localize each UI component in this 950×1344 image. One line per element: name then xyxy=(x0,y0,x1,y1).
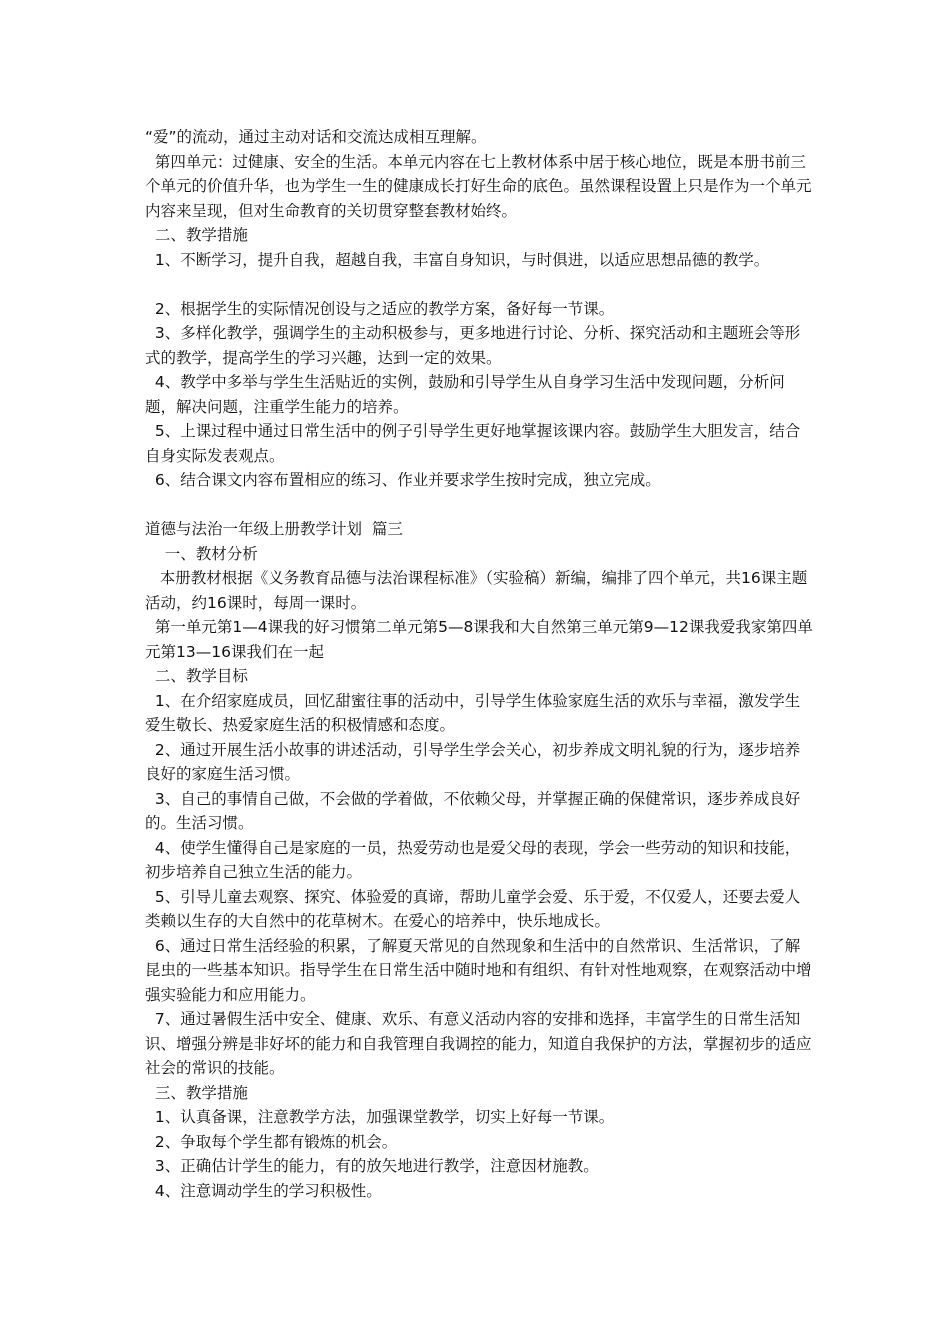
paragraph: 4、使学生懂得自己是家庭的一员，热爱劳动也是爱父母的表现，学会一些劳动的知识和技能，初步培养自己独立生活的能力。 xyxy=(145,838,801,881)
paragraph: 3、自己的事情自己做，不会做的学着做，不依赖父母，并掌握正确的保健常识，逐步养成良好的。生活习惯。 xyxy=(145,789,801,832)
paragraph: 第一单元第1—4课我的好习惯第二单元第5—8课我和大自然第三单元第9—12课我爱我家第四单元第13—16课我们在一起 xyxy=(145,618,813,661)
paragraph: 道德与法治一年级上册教学计划 篇三 xyxy=(145,520,403,538)
paragraph: 本册教材根据《义务教育品德与法治课程标准》（实验稿）新编，编排了四个单元，共16课主题活动，约16课时，每周一课时。 xyxy=(145,569,808,612)
paragraph: “爱”的流动，通过主动对话和交流达成相互理解。 xyxy=(145,128,487,146)
paragraph: 1、在介绍家庭成员，回忆甜蜜往事的活动中，引导学生体验家庭生活的欢乐与幸福，激发学生爱生敬长、热爱家庭生活的积极情感和态度。 xyxy=(145,691,801,734)
document-body xyxy=(145,125,815,1203)
paragraph: 二、教学措施 xyxy=(145,226,248,244)
paragraph: 2、争取每个学生都有锻炼的机会。 xyxy=(145,1132,398,1151)
paragraph: 6、结合课文内容布置相应的练习、作业并要求学生按时完成，独立完成。 xyxy=(145,471,661,489)
paragraph: 2、根据学生的实际情况创设与之适应的教学方案，备好每一节课。 xyxy=(145,299,615,318)
paragraph: 5、上课过程中通过日常生活中的例子引导学生更好地掌握该课内容。鼓励学生大胆发言，结合自身实际发表观点。 xyxy=(145,422,801,465)
paragraph: 3、多样化教学，强调学生的主动积极参与，更多地进行讨论、分析、探究活动和主题班会等形式的教学，提高学生的学习兴趣，达到一定的效果。 xyxy=(145,324,801,367)
blank-line xyxy=(145,272,815,297)
paragraph: 第四单元：过健康、安全的生活。本单元内容在七上教材体系中居于核心地位，既是本册书前三个单元的价值升华，也为学生一生的健康成长打好生命的底色。虽然课程设置上只是作为一个单元内容来呈现，但对生命教育的关切贯穿整套教材始终。 xyxy=(145,152,812,220)
paragraph: 4、注意调动学生的学习积极性。 xyxy=(145,1181,382,1200)
paragraph: 3、正确估计学生的能力，有的放矢地进行教学，注意因材施教。 xyxy=(145,1157,599,1175)
paragraph: 一、教材分析 xyxy=(145,544,258,563)
paragraph: 三、教学措施 xyxy=(145,1083,248,1102)
blank-line xyxy=(145,493,815,518)
paragraph: 1、不断学习，提升自我，超越自我，丰富自身知识，与时俱进，以适应思想品德的教学。 xyxy=(145,250,770,269)
paragraph: 7、通过暑假生活中安全、健康、欢乐、有意义活动内容的安排和选择，丰富学生的日常生活知识、增强分辨是非好坏的能力和自我管理自我调控的能力，知道自我保护的方法，掌握初步的适应社会的常识的技能。 xyxy=(145,1010,812,1077)
paragraph: 5、引导儿童去观察、探究、体验爱的真谛，帮助儿童学会爱、乐于爱，不仅爱人，还要去爱人类赖以生存的大自然中的花草树木。在爱心的培养中，快乐地成长。 xyxy=(145,887,801,930)
paragraph: 二、教学目标 xyxy=(145,667,248,685)
paragraph: 6、通过日常生活经验的积累，了解夏天常见的自然现象和生活中的自然常识、生活常识，了解昆虫的一些基本知识。指导学生在日常生活中随时地和有组织、有针对性地观察，在观察活动中增强实验能力和应用能力。 xyxy=(145,936,812,1004)
paragraph: 2、通过开展生活小故事的讲述活动，引导学生学会关心，初步养成文明礼貌的行为，逐步培养良好的家庭生活习惯。 xyxy=(145,740,801,783)
paragraph: 4、教学中多举与学生生活贴近的实例，鼓励和引导学生从自身学习生活中发现问题，分析问题，解决问题，注重学生能力的培养。 xyxy=(145,373,785,416)
paragraph: 1、认真备课，注意教学方法，加强课堂教学，切实上好每一节课。 xyxy=(145,1108,615,1126)
